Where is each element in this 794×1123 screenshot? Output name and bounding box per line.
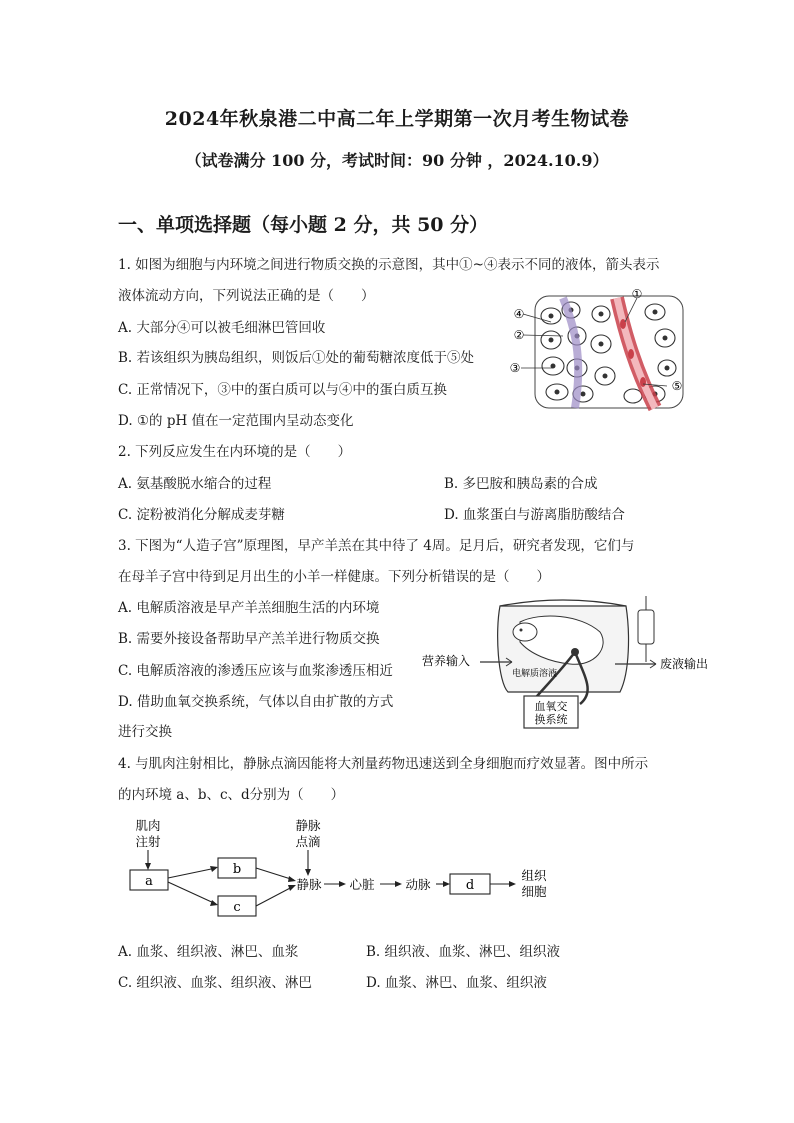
tissue-cell-label-2: 细胞 <box>521 884 547 899</box>
q1-option-a: A. 大部分④可以被毛细淋巴管回收 <box>118 320 326 336</box>
q2-stem: 2. 下列反应发生在内环境的是（ ） <box>118 444 352 460</box>
tissue-cell-label-1: 组织 <box>521 868 547 883</box>
iv-label-2: 点滴 <box>295 834 321 849</box>
q1-option-c: C. 正常情况下，③中的蛋白质可以与④中的蛋白质互换 <box>118 382 447 398</box>
vein-label: 静脉 <box>296 877 322 892</box>
im-label-1: 肌肉 <box>135 818 161 833</box>
box-d: d <box>465 878 475 893</box>
box-b: b <box>232 862 242 877</box>
im-label-2: 注射 <box>135 834 161 849</box>
q2-option-d: D. 血浆蛋白与游离脂肪酸结合 <box>444 507 625 523</box>
q2-option-c: C. 淀粉被消化分解成麦芽糖 <box>118 507 285 523</box>
section-heading: 一、单项选择题（每小题 2 分，共 50 分） <box>118 214 489 236</box>
label-5: ⑤ <box>671 379 683 393</box>
heart-label: 心脏 <box>349 877 375 892</box>
q3-option-b: B. 需要外接设备帮助早产羔羊进行物质交换 <box>118 631 380 647</box>
nutrient-input-label: 营养输入 <box>422 654 471 668</box>
exchange-label-2: 换系统 <box>534 713 568 726</box>
artificial-womb-diagram <box>420 592 720 732</box>
q1-stem-line1: 1. 如图为细胞与内环境之间进行物质交换的示意图，其中①~④表示不同的液体，箭头表示 <box>118 257 660 273</box>
waste-output-label: 废液输出 <box>660 657 709 671</box>
label-2: ② <box>513 328 525 342</box>
q3-stem-line2: 在母羊子宫中待到足月出生的小羊一样健康。下列分析错误的是（ ） <box>118 569 550 585</box>
q3-option-d-cont: 进行交换 <box>118 724 172 740</box>
q4-option-c: C. 组织液、血浆、组织液、淋巴 <box>118 975 312 991</box>
label-4: ④ <box>513 307 525 321</box>
q3-option-a: A. 电解质溶液是早产羊羔细胞生活的内环境 <box>118 600 380 616</box>
electrolyte-label: 电解质溶液 <box>512 669 558 679</box>
q4-stem-line2: 的内环境 a、b、c、d分别为（ ） <box>118 787 345 803</box>
box-a: a <box>145 874 153 889</box>
q1-stem-line2: 液体流动方向，下列说法正确的是（ ） <box>118 288 375 304</box>
q3-stem-line1: 3. 下图为“人造子宫”原理图，早产羊羔在其中待了 4周。足月后，研究者发现，它们与 <box>118 538 635 554</box>
iv-label-1: 静脉 <box>295 818 321 833</box>
tissue-fluid-diagram <box>505 288 695 414</box>
q3-option-c: C. 电解质溶液的渗透压应该与血浆渗透压相近 <box>118 663 393 679</box>
q4-option-a: A. 血浆、组织液、淋巴、血浆 <box>118 944 299 960</box>
q4-option-d: D. 血浆、淋巴、血浆、组织液 <box>366 975 547 991</box>
q2-option-a: A. 氨基酸脱水缩合的过程 <box>118 476 272 492</box>
artery-label: 动脉 <box>405 877 431 892</box>
q1-option-d: D. ①的 pH 值在一定范围内呈动态变化 <box>118 413 354 429</box>
exam-info: （试卷满分 100 分，考试时间：90 分钟 ，2024.10.9） <box>185 151 609 170</box>
q1-option-b: B. 若该组织为胰岛组织，则饭后①处的葡萄糖浓度低于⑤处 <box>118 350 475 366</box>
exchange-label-1: 血氧交 <box>534 700 568 713</box>
q4-stem-line1: 4. 与肌肉注射相比，静脉点滴因能将大剂量药物迅速送到全身细胞而疗效显著。图中所示 <box>118 756 649 772</box>
label-1: ① <box>631 288 643 301</box>
page-title: 2024年秋泉港二中高二年上学期第一次月考生物试卷 <box>164 108 630 130</box>
q2-option-b: B. 多巴胺和胰岛素的合成 <box>444 476 598 492</box>
q3-option-d: D. 借助血氧交换系统，气体以自由扩散的方式 <box>118 694 394 710</box>
box-c: c <box>233 900 241 915</box>
q4-option-b: B. 组织液、血浆、淋巴、组织液 <box>366 944 561 960</box>
label-3: ③ <box>509 361 521 375</box>
drug-pathway-diagram <box>118 812 568 924</box>
